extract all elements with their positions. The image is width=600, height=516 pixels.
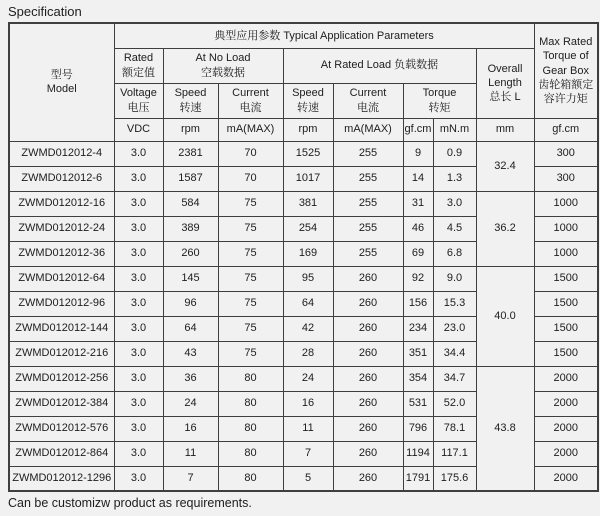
rated-load-speed-cell: 16 bbox=[283, 391, 333, 416]
model-cell: ZWMD012012-256 bbox=[9, 366, 114, 391]
no-load-current-cell: 75 bbox=[218, 316, 283, 341]
no-load-current-cell: 80 bbox=[218, 441, 283, 466]
no-load-current-cell: 80 bbox=[218, 466, 283, 491]
rated-load-speed-cell: 254 bbox=[283, 216, 333, 241]
unit-gfcm-torque: gf.cm bbox=[403, 118, 433, 141]
voltage-cell: 3.0 bbox=[114, 191, 163, 216]
model-cell: ZWMD012012-576 bbox=[9, 416, 114, 441]
torque-gfcm-cell: 46 bbox=[403, 216, 433, 241]
voltage-cell: 3.0 bbox=[114, 266, 163, 291]
page-title: Specification bbox=[8, 4, 82, 19]
no-load-speed-cell: 64 bbox=[163, 316, 218, 341]
header-model-en: Model bbox=[46, 83, 77, 96]
no-load-speed-cell: 145 bbox=[163, 266, 218, 291]
no-load-speed-cell: 24 bbox=[163, 391, 218, 416]
voltage-cell: 3.0 bbox=[114, 441, 163, 466]
overall-length-cell: 36.2 bbox=[476, 191, 534, 266]
torque-gfcm-cell: 69 bbox=[403, 241, 433, 266]
no-load-speed-cell: 260 bbox=[163, 241, 218, 266]
gearbox-torque-cell: 2000 bbox=[534, 466, 598, 491]
header-rated-load-speed: Speed 转速 bbox=[283, 83, 333, 118]
torque-gfcm-cell: 31 bbox=[403, 191, 433, 216]
header-no-load-speed: Speed 转速 bbox=[163, 83, 218, 118]
gearbox-torque-cell: 1500 bbox=[534, 316, 598, 341]
voltage-cell: 3.0 bbox=[114, 416, 163, 441]
torque-gfcm-cell: 351 bbox=[403, 341, 433, 366]
footer-note: Can be customizw product as requirements. bbox=[8, 496, 252, 510]
rated-load-current-cell: 255 bbox=[333, 141, 403, 166]
gearbox-torque-cell: 2000 bbox=[534, 366, 598, 391]
header-at-rated-load: At Rated Load 负载数据 bbox=[283, 48, 476, 83]
no-load-current-cell: 70 bbox=[218, 141, 283, 166]
torque-gfcm-cell: 796 bbox=[403, 416, 433, 441]
gearbox-torque-cell: 2000 bbox=[534, 391, 598, 416]
no-load-current-cell: 80 bbox=[218, 416, 283, 441]
header-model-zh: 型号 bbox=[50, 68, 73, 81]
no-load-speed-cell: 7 bbox=[163, 466, 218, 491]
no-load-current-cell: 75 bbox=[218, 216, 283, 241]
rated-load-current-cell: 255 bbox=[333, 241, 403, 266]
model-cell: ZWMD012012-96 bbox=[9, 291, 114, 316]
spec-row bbox=[9, 141, 598, 166]
rated-load-current-cell: 260 bbox=[333, 391, 403, 416]
rated-load-speed-cell: 95 bbox=[283, 266, 333, 291]
header-no-load-current: Current 电流 bbox=[218, 83, 283, 118]
gearbox-torque-cell: 1500 bbox=[534, 291, 598, 316]
voltage-cell: 3.0 bbox=[114, 291, 163, 316]
rated-load-current-cell: 260 bbox=[333, 316, 403, 341]
spec-row bbox=[9, 266, 598, 291]
torque-gfcm-cell: 354 bbox=[403, 366, 433, 391]
rated-load-speed-cell: 7 bbox=[283, 441, 333, 466]
no-load-speed-cell: 36 bbox=[163, 366, 218, 391]
no-load-speed-cell: 389 bbox=[163, 216, 218, 241]
no-load-speed-cell: 1587 bbox=[163, 166, 218, 191]
spec-table-body bbox=[9, 141, 598, 491]
unit-rpm-rated: rpm bbox=[283, 118, 333, 141]
rated-load-speed-cell: 1017 bbox=[283, 166, 333, 191]
torque-mnm-cell: 1.3 bbox=[433, 166, 476, 191]
voltage-cell: 3.0 bbox=[114, 216, 163, 241]
no-load-speed-cell: 2381 bbox=[163, 141, 218, 166]
overall-length-cell: 40.0 bbox=[476, 266, 534, 366]
model-cell: ZWMD012012-384 bbox=[9, 391, 114, 416]
no-load-current-cell: 75 bbox=[218, 266, 283, 291]
gearbox-torque-cell: 1500 bbox=[534, 266, 598, 291]
voltage-cell: 3.0 bbox=[114, 391, 163, 416]
model-cell: ZWMD012012-144 bbox=[9, 316, 114, 341]
torque-mnm-cell: 4.5 bbox=[433, 216, 476, 241]
rated-load-current-cell: 260 bbox=[333, 366, 403, 391]
rated-load-speed-cell: 42 bbox=[283, 316, 333, 341]
no-load-current-cell: 70 bbox=[218, 166, 283, 191]
unit-gfcm-gearbox: gf.cm bbox=[534, 118, 598, 141]
torque-mnm-cell: 52.0 bbox=[433, 391, 476, 416]
rated-load-speed-cell: 5 bbox=[283, 466, 333, 491]
header-voltage: Voltage 电压 bbox=[114, 83, 163, 118]
gearbox-torque-cell: 1000 bbox=[534, 216, 598, 241]
voltage-cell: 3.0 bbox=[114, 241, 163, 266]
header-torque: Torque 转矩 bbox=[403, 83, 476, 118]
model-cell: ZWMD012012-36 bbox=[9, 241, 114, 266]
rated-load-current-cell: 255 bbox=[333, 216, 403, 241]
rated-load-current-cell: 260 bbox=[333, 266, 403, 291]
rated-load-speed-cell: 11 bbox=[283, 416, 333, 441]
torque-mnm-cell: 6.8 bbox=[433, 241, 476, 266]
unit-rpm-no-load: rpm bbox=[163, 118, 218, 141]
rated-load-current-cell: 260 bbox=[333, 416, 403, 441]
voltage-cell: 3.0 bbox=[114, 316, 163, 341]
rated-load-current-cell: 260 bbox=[333, 341, 403, 366]
no-load-current-cell: 80 bbox=[218, 366, 283, 391]
no-load-speed-cell: 11 bbox=[163, 441, 218, 466]
header-max-rated-torque: Max Rated Torque of Gear Box 齿轮箱额定 容许力矩 bbox=[534, 23, 598, 118]
no-load-current-cell: 75 bbox=[218, 191, 283, 216]
torque-mnm-cell: 34.7 bbox=[433, 366, 476, 391]
header-typical-params: 典型应用参数 Typical Application Parameters bbox=[114, 23, 534, 48]
header-rated: Rated 额定值 bbox=[114, 48, 163, 83]
model-cell: ZWMD012012-64 bbox=[9, 266, 114, 291]
rated-load-speed-cell: 64 bbox=[283, 291, 333, 316]
model-cell: ZWMD012012-216 bbox=[9, 341, 114, 366]
torque-gfcm-cell: 14 bbox=[403, 166, 433, 191]
rated-load-current-cell: 260 bbox=[333, 466, 403, 491]
rated-load-current-cell: 260 bbox=[333, 291, 403, 316]
torque-mnm-cell: 34.4 bbox=[433, 341, 476, 366]
voltage-cell: 3.0 bbox=[114, 141, 163, 166]
torque-mnm-cell: 9.0 bbox=[433, 266, 476, 291]
gearbox-torque-cell: 2000 bbox=[534, 441, 598, 466]
model-cell: ZWMD012012-6 bbox=[9, 166, 114, 191]
header-model bbox=[9, 23, 114, 141]
header-at-no-load: At No Load 空载数据 bbox=[163, 48, 283, 83]
model-cell: ZWMD012012-864 bbox=[9, 441, 114, 466]
rated-load-speed-cell: 1525 bbox=[283, 141, 333, 166]
torque-mnm-cell: 117.1 bbox=[433, 441, 476, 466]
specification-table bbox=[8, 22, 599, 492]
gearbox-torque-cell: 1000 bbox=[534, 191, 598, 216]
spec-row bbox=[9, 191, 598, 216]
no-load-current-cell: 80 bbox=[218, 391, 283, 416]
no-load-current-cell: 75 bbox=[218, 241, 283, 266]
no-load-current-cell: 75 bbox=[218, 341, 283, 366]
gearbox-torque-cell: 300 bbox=[534, 166, 598, 191]
rated-load-current-cell: 260 bbox=[333, 441, 403, 466]
unit-mnm-torque: mN.m bbox=[433, 118, 476, 141]
spec-table-header bbox=[9, 23, 598, 141]
gearbox-torque-cell: 300 bbox=[534, 141, 598, 166]
model-cell: ZWMD012012-4 bbox=[9, 141, 114, 166]
rated-load-speed-cell: 169 bbox=[283, 241, 333, 266]
unit-ma-no-load: mA(MAX) bbox=[218, 118, 283, 141]
model-cell: ZWMD012012-24 bbox=[9, 216, 114, 241]
model-cell: ZWMD012012-1296 bbox=[9, 466, 114, 491]
spec-row bbox=[9, 366, 598, 391]
rated-load-current-cell: 255 bbox=[333, 166, 403, 191]
torque-mnm-cell: 0.9 bbox=[433, 141, 476, 166]
voltage-cell: 3.0 bbox=[114, 466, 163, 491]
torque-mnm-cell: 23.0 bbox=[433, 316, 476, 341]
gearbox-torque-cell: 1000 bbox=[534, 241, 598, 266]
torque-gfcm-cell: 234 bbox=[403, 316, 433, 341]
torque-gfcm-cell: 531 bbox=[403, 391, 433, 416]
no-load-speed-cell: 584 bbox=[163, 191, 218, 216]
model-cell: ZWMD012012-16 bbox=[9, 191, 114, 216]
no-load-speed-cell: 96 bbox=[163, 291, 218, 316]
voltage-cell: 3.0 bbox=[114, 341, 163, 366]
header-overall-length: Overall Length 总长 L bbox=[476, 48, 534, 118]
voltage-cell: 3.0 bbox=[114, 166, 163, 191]
no-load-speed-cell: 43 bbox=[163, 341, 218, 366]
rated-load-speed-cell: 24 bbox=[283, 366, 333, 391]
torque-mnm-cell: 3.0 bbox=[433, 191, 476, 216]
gearbox-torque-cell: 1500 bbox=[534, 341, 598, 366]
header-rated-load-current: Current 电流 bbox=[333, 83, 403, 118]
no-load-current-cell: 75 bbox=[218, 291, 283, 316]
torque-mnm-cell: 175.6 bbox=[433, 466, 476, 491]
rated-load-current-cell: 255 bbox=[333, 191, 403, 216]
overall-length-cell: 43.8 bbox=[476, 366, 534, 491]
no-load-speed-cell: 16 bbox=[163, 416, 218, 441]
overall-length-cell: 32.4 bbox=[476, 141, 534, 191]
unit-mm-length: mm bbox=[476, 118, 534, 141]
torque-gfcm-cell: 9 bbox=[403, 141, 433, 166]
torque-mnm-cell: 15.3 bbox=[433, 291, 476, 316]
gearbox-torque-cell: 2000 bbox=[534, 416, 598, 441]
torque-gfcm-cell: 92 bbox=[403, 266, 433, 291]
rated-load-speed-cell: 381 bbox=[283, 191, 333, 216]
voltage-cell: 3.0 bbox=[114, 366, 163, 391]
rated-load-speed-cell: 28 bbox=[283, 341, 333, 366]
unit-ma-rated: mA(MAX) bbox=[333, 118, 403, 141]
torque-gfcm-cell: 1194 bbox=[403, 441, 433, 466]
torque-gfcm-cell: 156 bbox=[403, 291, 433, 316]
torque-gfcm-cell: 1791 bbox=[403, 466, 433, 491]
torque-mnm-cell: 78.1 bbox=[433, 416, 476, 441]
unit-vdc: VDC bbox=[114, 118, 163, 141]
